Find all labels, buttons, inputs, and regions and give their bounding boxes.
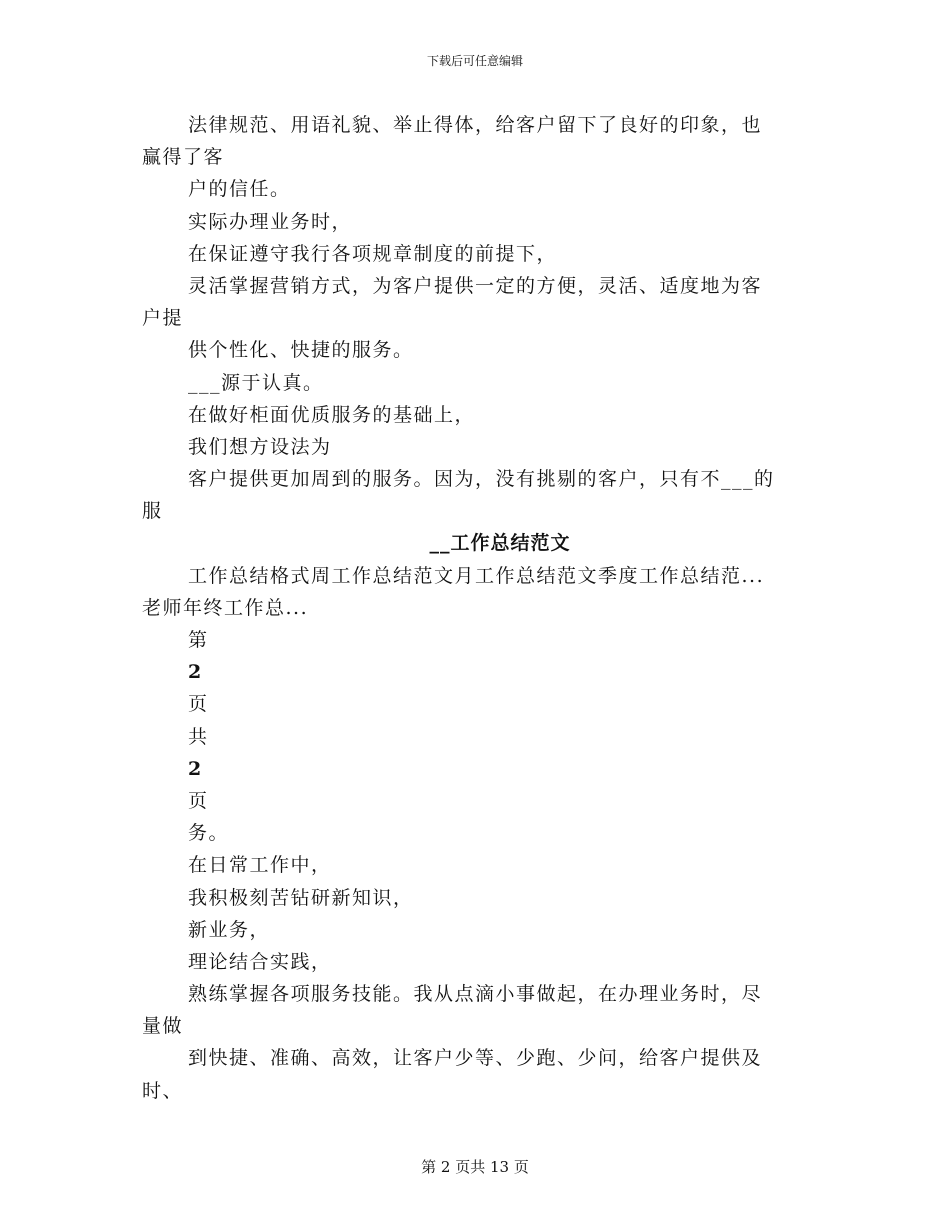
body-line: 理论结合实践， (188, 950, 332, 973)
body-line: 2 (188, 661, 203, 684)
body-line: 时、 (142, 1079, 184, 1102)
body-line: 共 (188, 725, 209, 748)
body-line: 新业务， (188, 918, 271, 941)
body-line: 熟练掌握各项服务技能。我从点滴小事做起，在办理业务时，尽 (188, 983, 763, 1006)
body-line: 在保证遵守我行各项规章制度的前提下， (188, 242, 558, 265)
body-line: 页 (188, 789, 209, 812)
document-body (142, 109, 822, 1107)
body-line: 我积极刻苦钻研新知识， (188, 886, 414, 909)
page-header: 下载后可任意编辑 (426, 54, 523, 68)
body-line: 灵活掌握营销方式，为客户提供一定的方便，灵活、适度地为客 (188, 274, 763, 297)
body-line: 在做好柜面优质服务的基础上， (188, 403, 476, 426)
body-line: 在日常工作中， (188, 854, 332, 877)
body-line: 务。 (188, 822, 230, 845)
body-line: 法律规范、用语礼貌、举止得体，给客户留下了良好的印象，也 (188, 114, 763, 136)
body-line: 量做 (142, 1015, 184, 1038)
page-footer: 第 2 页共 13 页 (421, 1158, 529, 1176)
section-heading: __工作总结范文 (429, 532, 571, 555)
body-line: 到快捷、准确、高效，让客户少等、少跑、少问，给客户提供及 (188, 1047, 763, 1070)
body-line: ___源于认真。 (188, 371, 324, 394)
body-line: 服 (142, 500, 163, 523)
body-line: 第 (188, 629, 209, 651)
body-line: 供个性化、快捷的服务。 (188, 339, 414, 362)
body-line: 实际办理业务时， (188, 210, 353, 233)
body-line: 页 (188, 693, 209, 716)
body-line: 户提 (142, 307, 184, 330)
body-line: 户的信任。 (188, 178, 291, 201)
body-line: 赢得了客 (142, 146, 225, 169)
body-line: 工作总结格式周工作总结范文月工作总结范文季度工作总结范... (188, 564, 765, 587)
body-line: 客户提供更加周到的服务。因为，没有挑剔的客户，只有不___的 (188, 468, 775, 491)
body-line: 老师年终工作总... (142, 596, 309, 619)
body-line: 2 (188, 757, 203, 780)
body-line: 我们想方设法为 (188, 435, 332, 458)
